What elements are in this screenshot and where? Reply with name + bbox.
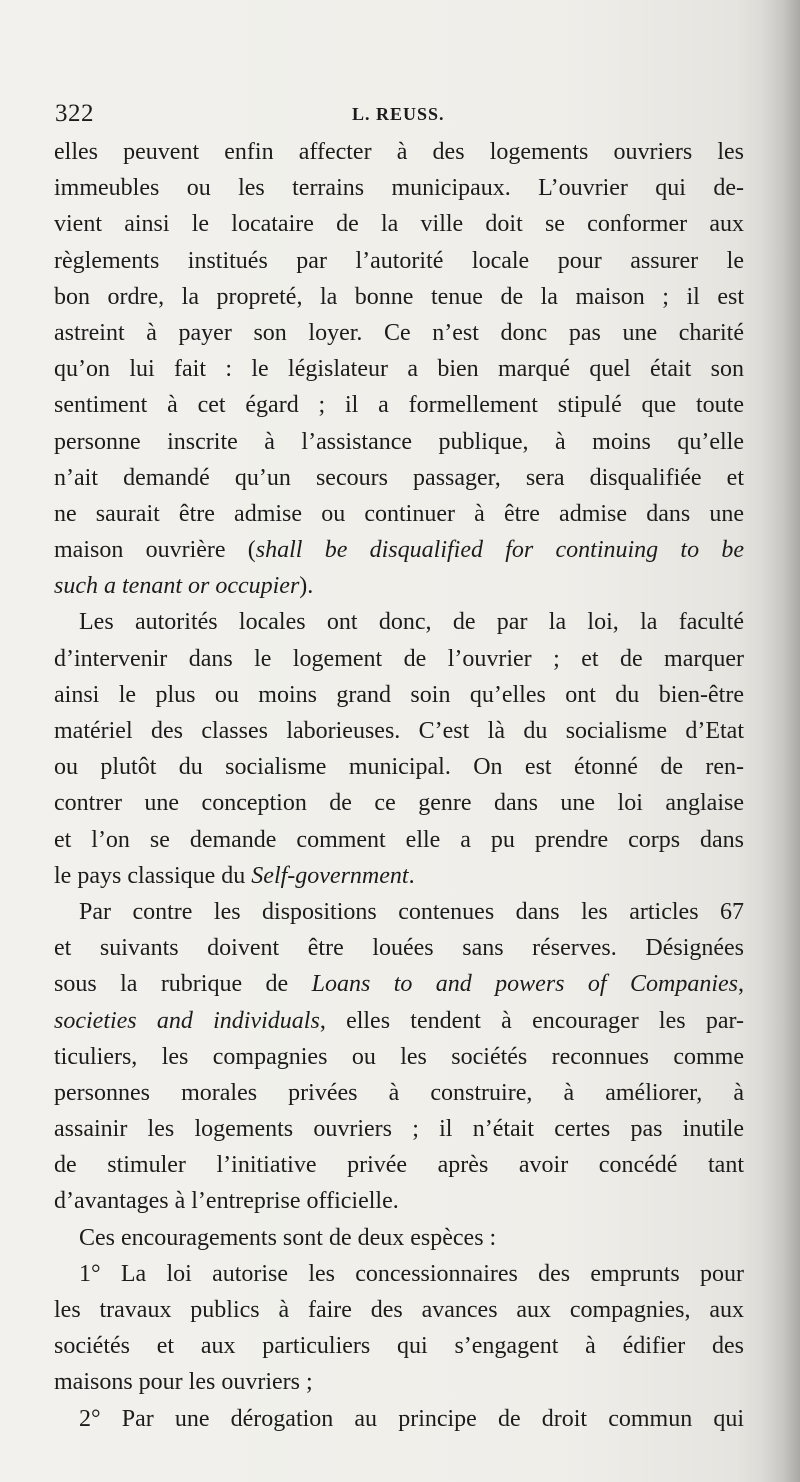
text-segment: sentiment à cet égard ; il a formellement stipulé que toute — [54, 392, 744, 419]
text-segment: vient ainsi le locataire de la ville doit se conformer aux — [54, 211, 744, 238]
text-line — [54, 243, 744, 279]
text-line — [54, 532, 744, 568]
italic-text: such a tenant or occupier — [54, 573, 300, 600]
text-line — [54, 713, 744, 749]
text-line — [54, 641, 744, 677]
text-segment: , — [738, 971, 744, 998]
text-segment: qu’on lui fait : le législateur a bien marqué quel était son — [54, 356, 744, 383]
page-header — [55, 100, 745, 130]
text-segment: sociétés et aux particuliers qui s’engagent à édifier des — [54, 1333, 744, 1360]
text-segment: et suivants doivent être louées sans réserves. Désignées — [54, 935, 744, 962]
text-line — [54, 1256, 744, 1292]
text-segment: les travaux publics à faire des avances aux compagnies, aux — [54, 1297, 744, 1323]
text-line — [54, 460, 744, 496]
text-line — [54, 966, 744, 1002]
text-line — [54, 930, 744, 966]
text-segment: sous la rubrique de — [54, 971, 312, 998]
text-segment: maison ouvrière ( — [54, 537, 256, 564]
text-line — [54, 279, 744, 315]
text-line — [54, 351, 744, 387]
running-head: L. REUSS. — [352, 104, 445, 124]
text-line — [54, 134, 744, 170]
text-segment: et l’on se demande comment elle a pu prendre corps dans — [54, 826, 744, 853]
text-segment: ainsi le plus ou moins grand soin qu’elles ont du bien-être — [54, 681, 744, 708]
text-segment: n’ait demandé qu’un secours passager, sera disqualifiée et — [54, 464, 744, 491]
italic-text: shall be disqualified for continuing to be — [255, 537, 744, 564]
text-segment: maisons pour les ouvriers ; — [54, 1369, 313, 1396]
text-segment: ou plutôt du socialisme municipal. On est étonné de ren- — [54, 754, 744, 781]
text-segment: 1° La loi autorise les concessionnaires des emprunts pour — [79, 1260, 744, 1287]
text-segment: personne inscrite à l’assistance publique, à moins qu’elle — [54, 428, 744, 455]
text-segment: matériel des classes laborieuses. C’est là du socialisme d’Etat — [54, 718, 744, 744]
text-line — [54, 568, 744, 604]
text-segment: le pays classique du — [54, 862, 252, 889]
text-line — [54, 894, 744, 930]
text-segment: , elles tendent à encourager les par- — [319, 1007, 744, 1034]
text-line — [54, 1111, 744, 1147]
text-line — [54, 604, 744, 640]
text-line — [54, 1364, 744, 1400]
text-segment: Par contre les dispositions contenues dans les articles 67 — [79, 898, 744, 925]
text-segment: ne saurait être admise ou continuer à être admise dans une — [54, 500, 744, 527]
text-segment: règlements institués par l’autorité locale pour assurer le — [54, 247, 744, 274]
text-line — [54, 1401, 744, 1437]
text-line — [54, 424, 744, 460]
page-edge-shadow — [762, 0, 800, 1482]
text-segment: d’avantages à l’entreprise officielle. — [54, 1188, 399, 1215]
text-line — [54, 170, 744, 206]
text-line — [54, 749, 744, 785]
text-line — [54, 1039, 744, 1075]
text-segment: Ces encouragements sont de deux espèces : — [79, 1224, 497, 1251]
text-segment: contrer une conception de ce genre dans une loi anglaise — [54, 790, 744, 817]
italic-text: societies and individuals — [54, 1007, 320, 1034]
text-segment: 2° Par une dérogation au principe de droit commun qui — [79, 1405, 744, 1432]
text-line — [54, 387, 744, 423]
text-segment: astreint à payer son loyer. Ce n’est donc pas une charité — [54, 319, 744, 346]
text-line — [54, 858, 744, 894]
text-line — [54, 206, 744, 242]
text-line — [54, 1328, 744, 1364]
text-segment: immeubles ou les terrains municipaux. L’ouvrier qui de- — [54, 175, 744, 202]
text-line — [54, 496, 744, 532]
text-line — [54, 785, 744, 821]
text-line — [54, 822, 744, 858]
text-segment: bon ordre, la propreté, la bonne tenue de la maison ; il est — [54, 283, 744, 310]
text-line — [54, 315, 744, 351]
page-number: 322 — [55, 100, 94, 127]
text-segment: ticuliers, les compagnies ou les sociétés reconnues comme — [54, 1043, 744, 1070]
italic-text: Loans to and powers of Companies — [311, 971, 738, 998]
text-line — [54, 1075, 744, 1111]
text-line — [54, 677, 744, 713]
text-segment: de stimuler l’initiative privée après avoir concédé tant — [54, 1152, 744, 1179]
body-text — [54, 134, 744, 1437]
text-segment: ). — [299, 573, 314, 600]
text-line — [54, 1292, 744, 1328]
text-segment: . — [408, 862, 415, 889]
text-segment: Les autorités locales ont donc, de par la loi, la faculté — [79, 609, 744, 636]
text-segment: d’intervenir dans le logement de l’ouvrier ; et de marquer — [54, 645, 744, 672]
text-segment: assainir les logements ouvriers ; il n’était certes pas inutile — [54, 1116, 744, 1143]
text-line — [54, 1147, 744, 1183]
text-segment: elles peuvent enfin affecter à des logements ouvriers les — [54, 139, 744, 165]
text-segment: personnes morales privées à construire, à améliorer, à — [54, 1079, 744, 1106]
text-line — [54, 1220, 744, 1256]
italic-text: Self-government — [251, 862, 409, 889]
text-line — [54, 1183, 744, 1219]
text-line — [54, 1003, 744, 1039]
